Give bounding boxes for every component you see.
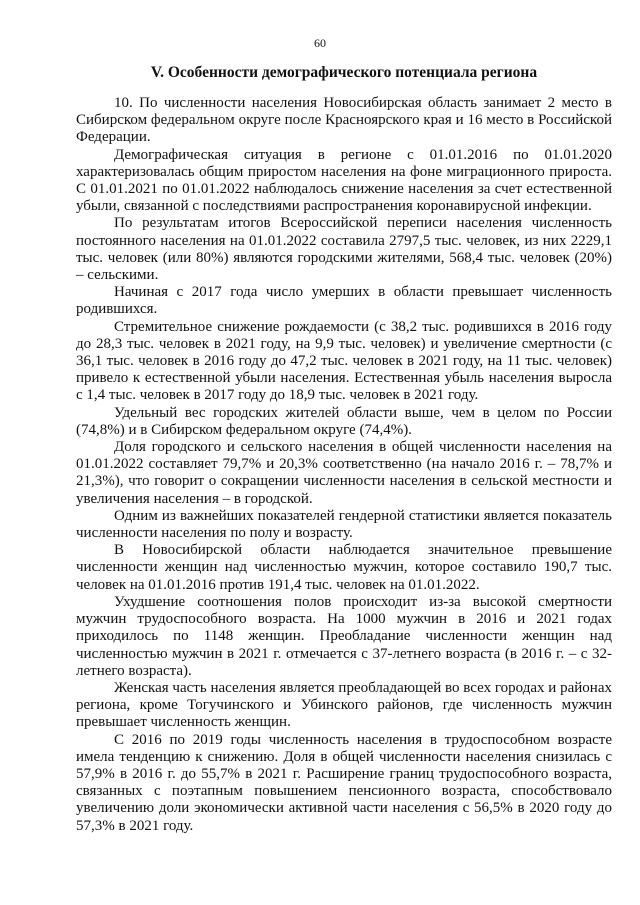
page-number: 60 xyxy=(314,36,326,50)
section-heading: V. Особенности демографического потенциала региона xyxy=(150,64,538,81)
paragraph: Одним из важнейших показателей гендерной статистики является показатель численности населения по полу и возрасту. xyxy=(76,507,612,542)
paragraph: Стремительное снижение рождаемости (с 38,2 тыс. родившихся в 2016 году до 28,3 тыс. человек в 2021 году, на 9,9 тыс. человек) и увеличение смертности (с 36,1 тыс. человек в 2016 году до 47,2 тыс. человек в 2021 году, на 11 тыс. человек) привело к естественной убыли населения. Естественная убыль населения выросла с 1,4 тыс. человек в 2017 году до 18,9 тыс. человек в 2021 году. xyxy=(76,318,612,404)
paragraph: Доля городского и сельского населения в общей численности населения на 01.01.2022 составляет 79,7% и 20,3% соответственно (на начало 2016 г. – 78,7% и 21,3%), что говорит о сокращении численности населения в сельской местности и увеличения населения – в городской. xyxy=(76,439,612,507)
paragraph: 10. По численности населения Новосибирская область занимает 2 место в Сибирском федеральном округе после Красноярского края и 16 место в Российской Федерации. xyxy=(76,95,612,146)
paragraph: Женская часть населения является преобладающей во всех городах и районах региона, кроме Тогучинского и Убинского районов, где численность мужчин превышает численность женщин. xyxy=(76,679,612,731)
paragraph: Удельный вес городских жителей области выше, чем в целом по России (74,8%) и в Сибирском федеральном округе (74,4%). xyxy=(76,404,612,438)
body-text xyxy=(76,95,612,835)
paragraph: Демографическая ситуация в регионе с 01.01.2016 по 01.01.2020 характеризовалась общим приростом населения на фоне миграционного прироста. С 01.01.2021 по 01.01.2022 наблюдалось снижение населения за счет естественной убыли, связанной с последствиями распространения коронавирусной инфекции. xyxy=(76,146,612,215)
paragraph: Начиная с 2017 года число умерших в области превышает численность родившихся. xyxy=(76,284,612,318)
paragraph: Ухудшение соотношения полов происходит из-за высокой смертности мужчин трудоспособного возраста. На 1000 мужчин в 2016 и 2021 годах приходилось по 1148 женщин. Преобладание численности женщин над численностью мужчин в 2021 г. отмечается с 37-летнего возраста (в 2016 г. – с 32-летнего возраста). xyxy=(76,593,612,679)
paragraph: В Новосибирской области наблюдается значительное превышение численности женщин над численностью мужчин, которое составило 190,7 тыс. человек на 01.01.2016 против 191,4 тыс. человек на 01.01.2022. xyxy=(76,542,612,593)
paragraph: По результатам итогов Всероссийской переписи населения численность постоянного населения на 01.01.2022 составила 2797,5 тыс. человек, из них 2229,1 тыс. человек (или 80%) являются городскими жителями, 568,4 тыс. человек (20%) – сельскими. xyxy=(76,215,612,284)
paragraph: С 2016 по 2019 годы численность населения в трудоспособном возрасте имела тенденцию к снижению. Доля в общей численности населения снизилась с 57,9% в 2016 г. до 55,7% в 2021 г. Расширение границ трудоспособного возраста, связанных с поэтапным повышением пенсионного возраста, способствовало увеличению доли экономически активной части населения с 56,5% в 2020 году до 57,3% в 2021 году. xyxy=(76,731,612,834)
